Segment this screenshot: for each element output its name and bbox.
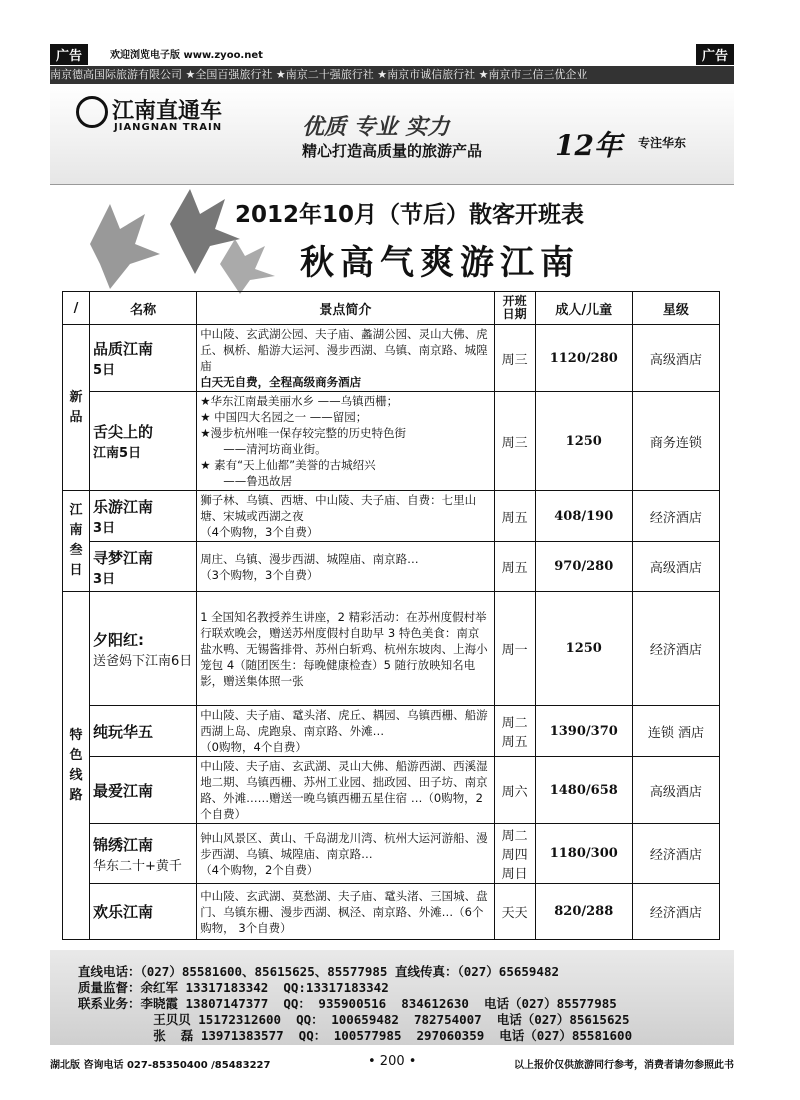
- contact-line-quality: 质量监督：余红军 13317183342 QQ:13317183342: [78, 980, 389, 995]
- route-grade: 经济酒店: [632, 592, 719, 706]
- col-header: 景点简介: [197, 292, 494, 325]
- contact-line-business: 联系业务：李晓霞 13807147377 QQ： 935900516 834612630 电话（027）85577985: [78, 996, 617, 1011]
- route-day: 周六: [494, 757, 535, 824]
- route-price: 970/280: [535, 542, 632, 592]
- page-title: 2012年10月（节后）散客开班表: [235, 202, 585, 228]
- banner: [50, 84, 734, 185]
- years-badge: 12年: [555, 129, 622, 162]
- col-header: 成人/儿童: [535, 292, 632, 325]
- contact-line-business: 王贝贝 15172312600 QQ： 100659482 782754007 电话（027）85615625: [78, 1012, 630, 1027]
- table-row: [63, 824, 720, 884]
- route-desc: 中山陵、玄武湖、莫愁湖、夫子庙、鼋头渚、三国城、盘门、乌镇东栅、漫步西湖、枫泾、南京路、外滩…（6个购物， 3个自费）: [197, 884, 494, 940]
- route-desc: 中山陵、玄武湖公园、夫子庙、蠡湖公园、灵山大佛、虎丘、枫桥、船游大运河、漫步西湖、乌镇、南京路、城隍庙 白天无自费，全程高级商务酒店: [197, 325, 494, 392]
- route-grade: 经济酒店: [632, 884, 719, 940]
- table-row: [63, 884, 720, 940]
- route-grade: 高级酒店: [632, 542, 719, 592]
- route-name: 乐游江南 3日: [90, 491, 197, 542]
- company-strip: 南京德高国际旅游有限公司 ★全国百强旅行社 ★南京二十强旅行社 ★南京市诚信旅行社 ★南京市三信三优企业: [50, 66, 734, 84]
- table-row: [63, 325, 720, 392]
- page-number: • 200 •: [368, 1054, 417, 1069]
- route-name: 纯玩华五: [90, 706, 197, 757]
- table-row: [63, 392, 720, 491]
- route-name: 寻梦江南 3日: [90, 542, 197, 592]
- contact-line-business: 张 磊 13971383577 QQ： 100577985 297060359 电话（027）85581600: [78, 1028, 633, 1043]
- route-name: 锦绣江南 华东二十+黄千: [90, 824, 197, 884]
- slogan: 优质 专业 实力: [302, 115, 450, 140]
- route-name: 夕阳红: 送爸妈下江南6日: [90, 592, 197, 706]
- ad-label-left: 广告: [50, 44, 88, 65]
- route-grade: 高级酒店: [632, 325, 719, 392]
- route-day: 天天: [494, 884, 535, 940]
- route-day: 周三: [494, 325, 535, 392]
- route-name: 品质江南 5日: [90, 325, 197, 392]
- ad-label-right: 广告: [696, 44, 734, 65]
- page-subtitle: 秋高气爽游江南: [300, 243, 580, 283]
- route-day: 周三: [494, 392, 535, 491]
- table-row: [63, 592, 720, 706]
- route-price: 1390/370: [535, 706, 632, 757]
- table-row: [63, 491, 720, 542]
- category-cell: 新品: [63, 325, 90, 491]
- contact-block: [50, 950, 734, 1045]
- route-price: 1120/280: [535, 325, 632, 392]
- route-desc: 1 全国知名教授养生讲座，2 精彩活动：在苏州度假村举行联欢晚会，赠送苏州度假村自助早 3 特色美食：南京盐水鸭、无锡酱排骨、苏州白斩鸡、杭州东坡肉、上海小笼包 4（随团医生：每晚健康检查）5 随行放映知名电影，赠送集体照一张: [197, 592, 494, 706]
- route-price: 820/288: [535, 884, 632, 940]
- col-header: 星级: [632, 292, 719, 325]
- schedule-table: [62, 291, 720, 940]
- route-desc: ★华东江南最美丽水乡 ——乌镇西栅； ★ 中国四大名园之一 ——留园； ★漫步杭州唯一保存较完整的历史特色街 ——清河坊商业街。 ★ 素有“天上仙都”美誉的古城绍兴 ——鲁迅故居: [197, 392, 494, 491]
- website-text[interactable]: 欢迎浏览电子版 www.zyoo.net: [110, 50, 263, 61]
- logo-name: 江南直通车: [112, 99, 223, 124]
- route-name: 最爱江南: [90, 757, 197, 824]
- table-row: [63, 542, 720, 592]
- top-header: [50, 44, 734, 62]
- route-price: 1250: [535, 592, 632, 706]
- route-grade: 连锁 酒店: [632, 706, 719, 757]
- route-name: 欢乐江南: [90, 884, 197, 940]
- route-day: 周二 周四 周日: [494, 824, 535, 884]
- route-day: 周二 周五: [494, 706, 535, 757]
- route-grade: 高级酒店: [632, 757, 719, 824]
- route-price: 1250: [535, 392, 632, 491]
- route-day: 周五: [494, 542, 535, 592]
- page-footer: [50, 1056, 734, 1072]
- route-grade: 商务连锁: [632, 392, 719, 491]
- table-row: [63, 706, 720, 757]
- route-price: 1180/300: [535, 824, 632, 884]
- maple-leaf-icon: [90, 204, 160, 289]
- table-row: [63, 757, 720, 824]
- route-grade: 经济酒店: [632, 491, 719, 542]
- route-desc: 周庄、乌镇、漫步西湖、城隍庙、南京路… （3个购物，3个自费）: [197, 542, 494, 592]
- route-grade: 经济酒店: [632, 824, 719, 884]
- col-header: 开班日期: [494, 292, 535, 325]
- category-cell: 特色线路: [63, 592, 90, 940]
- route-price: 1480/658: [535, 757, 632, 824]
- maple-leaf-icon: [220, 239, 275, 294]
- footer-right: 以上报价仅供旅游同行参考，消费者请勿参照此书: [514, 1060, 734, 1071]
- route-day: 周五: [494, 491, 535, 542]
- logo-icon: [76, 96, 108, 128]
- route-day: 周一: [494, 592, 535, 706]
- route-name: 舌尖上的 江南5日: [90, 392, 197, 491]
- route-desc: 中山陵、夫子庙、玄武湖、灵山大佛、船游西湖、西溪湿地二期、乌镇西栅、苏州工业园、拙政园、田子坊、南京路、外滩……赠送一晚乌镇西栅五星住宿 …（0购物，2个自费）: [197, 757, 494, 824]
- contact-line-hotline: 直线电话：（027）85581600、85615625、85577985 直线传真：（027）65659482: [78, 964, 560, 979]
- table-header-row: [63, 292, 720, 325]
- focus-text: 专注华东: [638, 136, 687, 150]
- route-price: 408/190: [535, 491, 632, 542]
- route-desc: 中山陵、夫子庙、鼋头渚、虎丘、耦园、乌镇西栅、船游西湖上岛、虎跑泉、南京路、外滩… （0购物，4个自费）: [197, 706, 494, 757]
- tagline: 精心打造高质量的旅游产品: [302, 142, 483, 160]
- col-header: /: [63, 292, 90, 325]
- category-cell: 江南叁日: [63, 491, 90, 592]
- footer-left: 湖北版 咨询电话 027-85350400 /85483227: [50, 1060, 271, 1071]
- logo-english: JIANGNAN TRAIN: [114, 122, 223, 133]
- col-header: 名称: [90, 292, 197, 325]
- route-desc: 钟山风景区、黄山、千岛湖龙川湾、杭州大运河游船、漫步西湖、乌镇、城隍庙、南京路… （4个购物，2个自费）: [197, 824, 494, 884]
- route-desc: 狮子林、乌镇、西塘、中山陵、夫子庙、自费：七里山塘、宋城或西湖之夜 （4个购物，3个自费）: [197, 491, 494, 542]
